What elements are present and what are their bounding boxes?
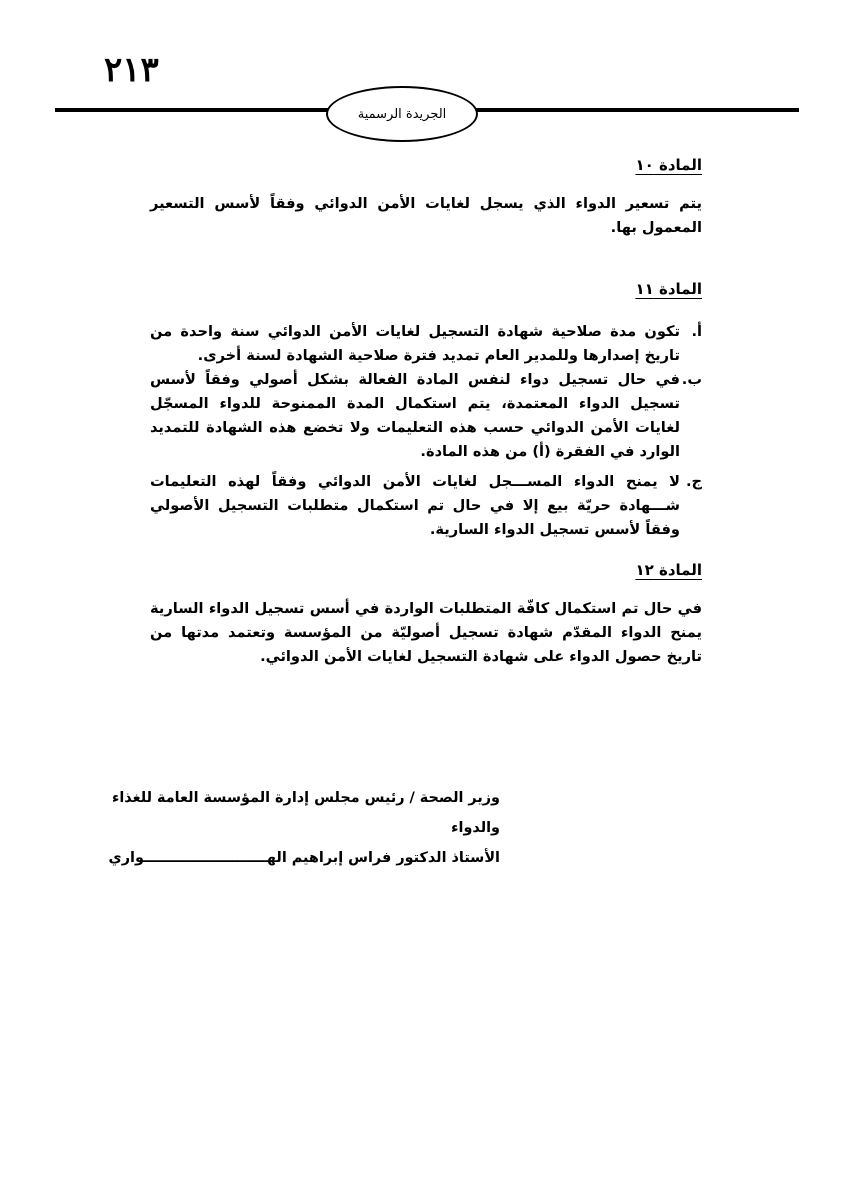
article-10-heading: المادة ١٠	[635, 156, 702, 174]
masthead-title: الجريدة الرسمية	[357, 106, 447, 122]
item-text: في حال تسجيل دواء لنفس المادة الفعالة بشكل أصولي وفقاً لأسس تسجيل الدواء المعتمدة، يتم استكمال المدة الممنوحة للدواء المسجّل لغايات الأمن الدوائي حسب هذه التعليمات ولا تخضع هذه الشهادة للتمديد الوارد في الفقرة (أ) من هذه المادة.	[150, 371, 680, 460]
article-10	[150, 153, 702, 240]
signature-block	[100, 783, 500, 873]
page-number: ٢١٣	[104, 50, 159, 90]
item-text: تكون مدة صلاحية شهادة التسجيل لغايات الأمن الدوائي سنة واحدة من تاريخ إصدارها وللمدير العام تمديد فترة صلاحية الشهادة لسنة أخرى.	[150, 323, 680, 364]
item-letter: ب.	[681, 371, 702, 388]
article-12-text: في حال تم استكمال كافّة المتطلبات الواردة في أسس تسجيل الدواء السارية يمنح الدواء المقدّم شهادة تسجيل أصوليّة من المؤسسة وتعتمد مدتها من تاريخ حصول الدواء على شهادة التسجيل لغايات الأمن الدوائي.	[150, 600, 702, 665]
article-11	[150, 277, 702, 542]
item-text: لا يمنح الدواء المســـجل لغايات الأمن الدوائي وفقاً لهذه التعليمات شـــهادة حريّة بيع إلا في حال تم استكمال متطلبات التسجيل الأصولي وفقاً لأسس تسجيل الدواء السارية.	[150, 473, 680, 538]
article-11-item-b	[150, 368, 702, 464]
article-12	[150, 558, 702, 669]
article-11-heading: المادة ١١	[635, 280, 702, 298]
article-12-heading: المادة ١٢	[635, 561, 702, 579]
signature-name: الأستاذ الدكتور فراس إبراهيم الهـــــــــــــــــــــــــواري	[108, 850, 500, 866]
article-11-item-a	[150, 320, 702, 368]
article-10-text: يتم تسعير الدواء الذي يسجل لغايات الأمن الدوائي وفقاً لأسس التسعير المعمول بها.	[150, 195, 702, 236]
item-letter: أ.	[691, 323, 702, 340]
masthead-badge	[326, 86, 478, 142]
article-11-item-c	[150, 470, 702, 542]
signature-title: وزير الصحة / رئيس مجلس إدارة المؤسسة العامة للغذاء والدواء	[112, 790, 500, 836]
item-letter: ج.	[685, 473, 702, 490]
